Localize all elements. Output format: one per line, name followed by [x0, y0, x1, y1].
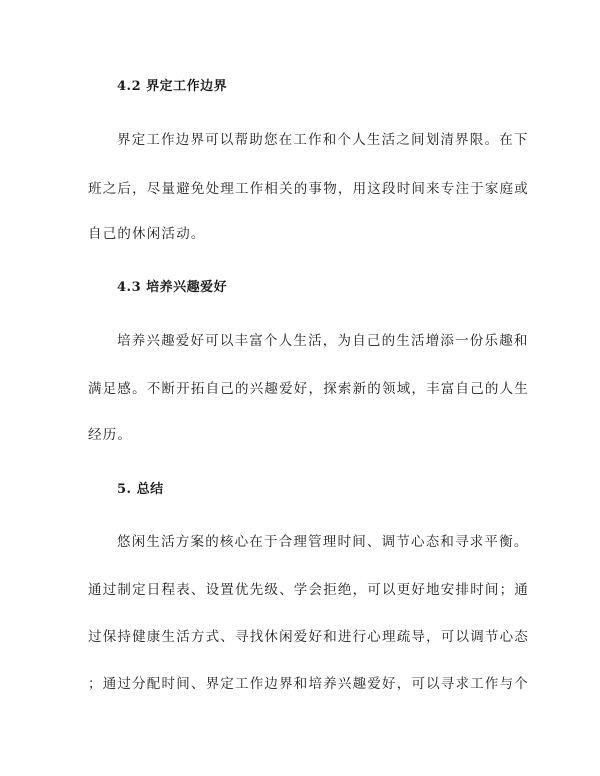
paragraph-line: ；通过分配时间、界定工作边界和培养兴趣爱好，可以寻求工作与个 [88, 676, 529, 692]
paragraph-line: 通过制定日程表、设置优先级、学会拒绝，可以更好地安排时间；通 [88, 582, 529, 598]
paragraph-line: 培养兴趣爱好可以丰富个人生活，为自己的生活增添一份乐趣和 [117, 333, 529, 349]
paragraph-line: 自己的休闲活动。 [88, 226, 206, 242]
paragraph-line: 班之后，尽量避免处理工作相关的事物，用这段时间来专注于家庭或 [88, 181, 529, 197]
paragraph-line: 悠闲生活方案的核心在于合理管理时间、调节心态和寻求平衡。 [117, 534, 529, 550]
paragraph-line: 界定工作边界可以帮助您在工作和个人生活之间划清界限。在下 [117, 132, 529, 148]
paragraph-line: 经历。 [88, 427, 133, 443]
paragraph-line: 过保持健康生活方式、寻找休闲爱好和进行心理疏导，可以调节心态 [88, 629, 529, 645]
paragraph-line: 满足感。不断开拓自己的兴趣爱好，探索新的领域，丰富自己的人生 [88, 381, 529, 397]
section-heading-4-2: 4.2 界定工作边界 [117, 79, 228, 94]
section-heading-5: 5. 总结 [117, 482, 164, 497]
section-heading-4-3: 4.3 培养兴趣爱好 [117, 280, 228, 295]
